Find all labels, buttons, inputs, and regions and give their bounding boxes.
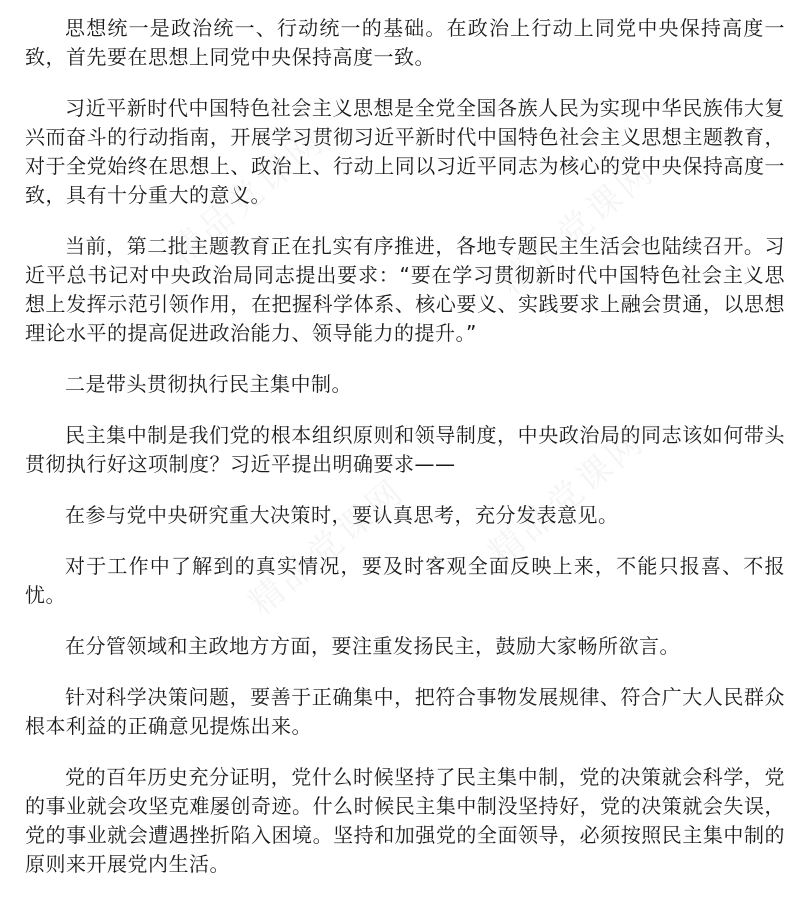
paragraph-8: 在分管领域和主政地方方面，要注重发扬民主，鼓励大家畅所欲言。 (65, 634, 680, 658)
paragraph-1: 思想统一是政治统一、行动统一的基础。在政治上行动上同党中央保持高度一致，首先要在思想上同党中央保持高度一致。 (25, 16, 785, 69)
paragraph-7: 对于工作中了解到的真实情况，要及时客观全面反映上来，不能只报喜、不报忧。 (25, 554, 785, 607)
paragraph-5: 民主集中制是我们党的根本组织原则和领导制度，中央政治局的同志该如何带头贯彻执行好这项制度？习近平提出明确要求—— (25, 423, 785, 476)
article-body (25, 14, 785, 901)
paragraph-3: 当前，第二批主题教育正在扎实有序推进，各地专题民主生活会也陆续召开。习近平总书记对中央政治局同志提出要求：“要在学习贯彻新时代中国特色社会主义思想上发挥示范引领作用，在把握科学体系、核心要义、实践要求上融会贯通，以思想理论水平的提高促进政治能力、领导能力的提升。” (25, 234, 785, 345)
paragraph-2: 习近平新时代中国特色社会主义思想是全党全国各族人民为实现中华民族伟大复兴而奋斗的行动指南，开展学习贯彻习近平新时代中国特色社会主义思想主题教育，对于全党始终在思想上、政治上、行动上同以习近平同志为核心的党中央保持高度一致，具有十分重大的意义。 (25, 96, 785, 207)
paragraph-4: 二是带头贯彻执行民主集中制。 (65, 372, 352, 396)
paragraph-9: 针对科学决策问题，要善于正确集中，把符合事物发展规律、符合广大人民群众根本利益的正确意见提炼出来。 (25, 685, 785, 738)
paragraph-10: 党的百年历史充分证明，党什么时候坚持了民主集中制，党的决策就会科学，党的事业就会攻坚克难屡创奇迹。什么时候民主集中制没坚持好，党的决策就会失误，党的事业就会遭遇挫折陷入困境。坚持和加强党的全面领导，必须按照民主集中制的原则来开展党内生活。 (25, 765, 785, 876)
paragraph-6: 在参与党中央研究重大决策时，要认真思考，充分发表意见。 (65, 503, 619, 527)
